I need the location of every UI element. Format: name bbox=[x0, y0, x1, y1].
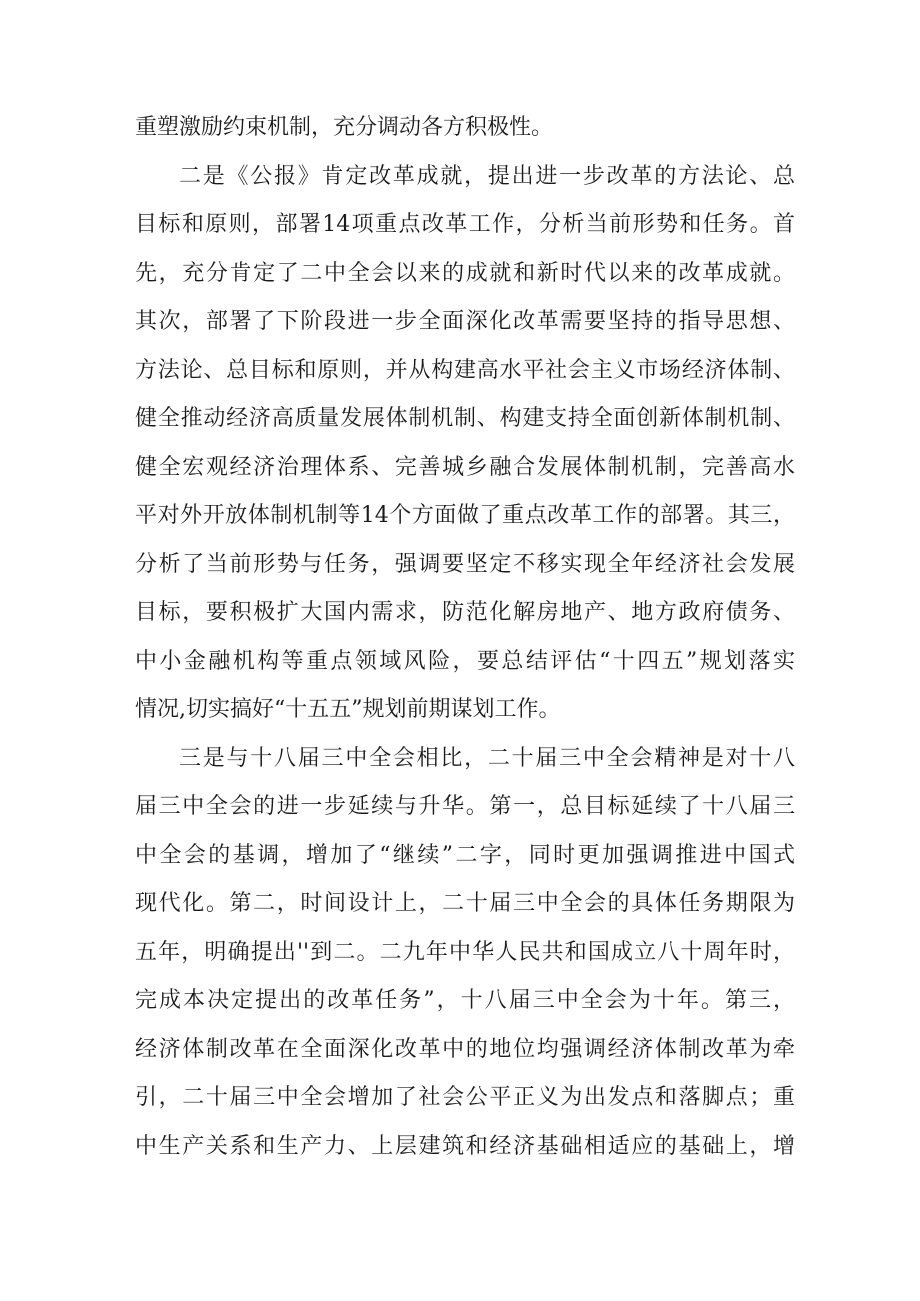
text-line: 健全推动经济高质量发展体制机制、构建支持全面创新体制机制、 bbox=[135, 406, 795, 431]
text-line: 五年，明确提出''到二。二九年中华人民共和国成立八十周年时， bbox=[135, 939, 795, 965]
text-line: 情况,切实搞好“十五五”规划前期谋划工作。 bbox=[135, 697, 561, 722]
paragraph bbox=[135, 735, 795, 1172]
text-line: 引，二十届三中全会增加了社会公平正义为出发点和落脚点；重 bbox=[135, 1085, 795, 1110]
text-line: 重塑激励约束机制，充分调动各方积极性。 bbox=[135, 115, 554, 140]
text-line: 经济体制改革在全面深化改革中的地位均强调经济体制改革为牵 bbox=[135, 1036, 795, 1062]
text-line: 中全会的基调，增加了“继续”二字，同时更加强调推进中国式 bbox=[135, 842, 795, 868]
text-line: 目标，要积极扩大国内需求，防范化解房地产、地方政府债务、 bbox=[135, 600, 795, 625]
text-line: 三是与十八届三中全会相比，二十届三中全会精神是对十八 bbox=[179, 745, 795, 771]
text-line: 分析了当前形势与任务，强调要坚定不移实现全年经济社会发展 bbox=[135, 551, 795, 577]
text-line: 二是《公报》肯定改革成就，提出进一步改革的方法论、总 bbox=[179, 163, 795, 189]
text-line: 中生产关系和生产力、上层建筑和经济基础相适应的基础上，增 bbox=[135, 1133, 795, 1159]
text-line: 健全宏观经济治理体系、完善城乡融合发展体制机制，完善高水 bbox=[135, 454, 795, 480]
text-line: 现代化。第二，时间设计上，二十届三中全会的具体任务期限为 bbox=[135, 891, 795, 916]
paragraph bbox=[135, 104, 795, 153]
text-line: 中小金融机构等重点领域风险，要总结评估“十四五”规划落实 bbox=[135, 648, 795, 674]
text-line: 方法论、总目标和原则，并从构建高水平社会主义市场经济体制、 bbox=[135, 357, 795, 383]
text-line: 平对外开放体制机制等14个方面做了重点改革工作的部署。其三， bbox=[135, 503, 795, 528]
text-line: 先，充分肯定了二中全会以来的成就和新时代以来的改革成就。 bbox=[135, 260, 795, 286]
text-line: 届三中全会的进一步延续与升华。第一，总目标延续了十八届三 bbox=[135, 794, 795, 819]
text-line: 其次，部署了下阶段进一步全面深化改革需要坚持的指导思想、 bbox=[135, 309, 795, 334]
text-line: 目标和原则，部署14项重点改革工作，分析当前形势和任务。首 bbox=[135, 212, 795, 237]
paragraph bbox=[135, 153, 795, 735]
document-page bbox=[135, 104, 795, 1171]
text-line: 完成本决定提出的改革任务”，十八届三中全会为十年。第三， bbox=[135, 988, 795, 1013]
